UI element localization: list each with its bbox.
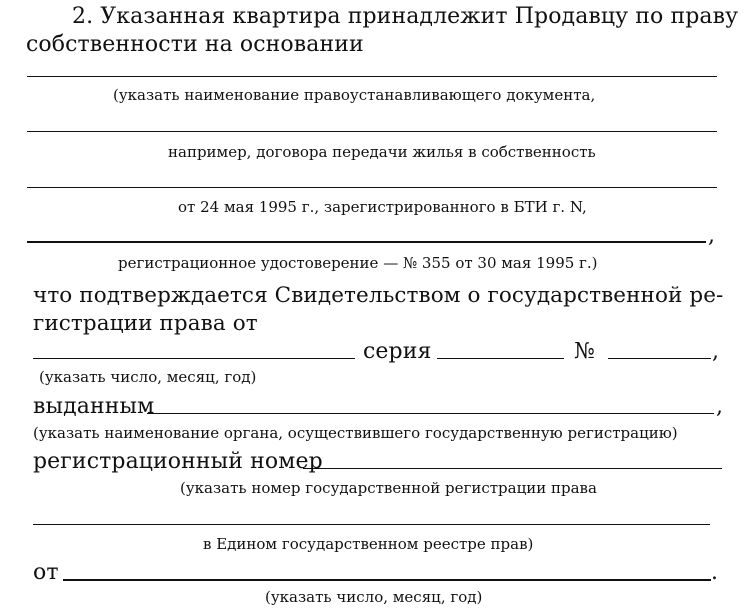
caption-document-name: (указать наименование правоустанавливающего документа, [113,86,596,104]
confirm-line-2: гистрации права от [33,311,258,336]
paragraph-line-1: 2. Указанная квартира принадлежит Продавцу по праву [72,4,739,29]
caption-reg-number: (указать номер государственной регистрации права [180,479,597,497]
fill-line-reg-number [303,468,722,469]
period-after-date: . [711,560,719,585]
fill-line-registration-date [33,358,355,359]
fill-line-registry [33,524,710,525]
comma-after-certificate: , [708,223,716,248]
caption-organ: (указать наименование органа, осуществившего государственную регистрацию) [33,424,678,442]
caption-date-hint: (указать число, месяц, год) [39,368,257,386]
caption-date-bti: от 24 мая 1995 г., зарегистрированного в БТИ г. N, [178,198,587,216]
series-label: серия [363,339,432,364]
caption-certificate: регистрационное удостоверение — № 355 от 30 мая 1995 г.) [118,254,598,272]
caption-example: например, договора передачи жилья в собственность [168,143,596,161]
caption-date-hint-2: (указать число, месяц, год) [265,588,483,606]
fill-line-example [27,131,717,132]
from-label: от [33,560,59,585]
fill-line-document [27,76,717,77]
fill-line-number [608,358,711,359]
fill-line-from-date [63,579,711,581]
fill-line-series [437,358,564,359]
paragraph-line-2: собственности на основании [26,32,364,57]
comma-after-number: , [712,339,720,364]
fill-line-bti [27,187,717,188]
fill-line-certificate [27,241,706,243]
issued-label: выданным [33,394,155,419]
fill-line-issued-by [147,413,714,414]
comma-after-issued: , [716,394,724,419]
reg-number-label: регистрационный номер [33,449,323,474]
number-label: № [574,339,595,364]
caption-registry: в Едином государственном реестре прав) [203,535,534,553]
confirm-line-1: что подтверждается Свидетельством о государственной ре- [33,283,724,308]
